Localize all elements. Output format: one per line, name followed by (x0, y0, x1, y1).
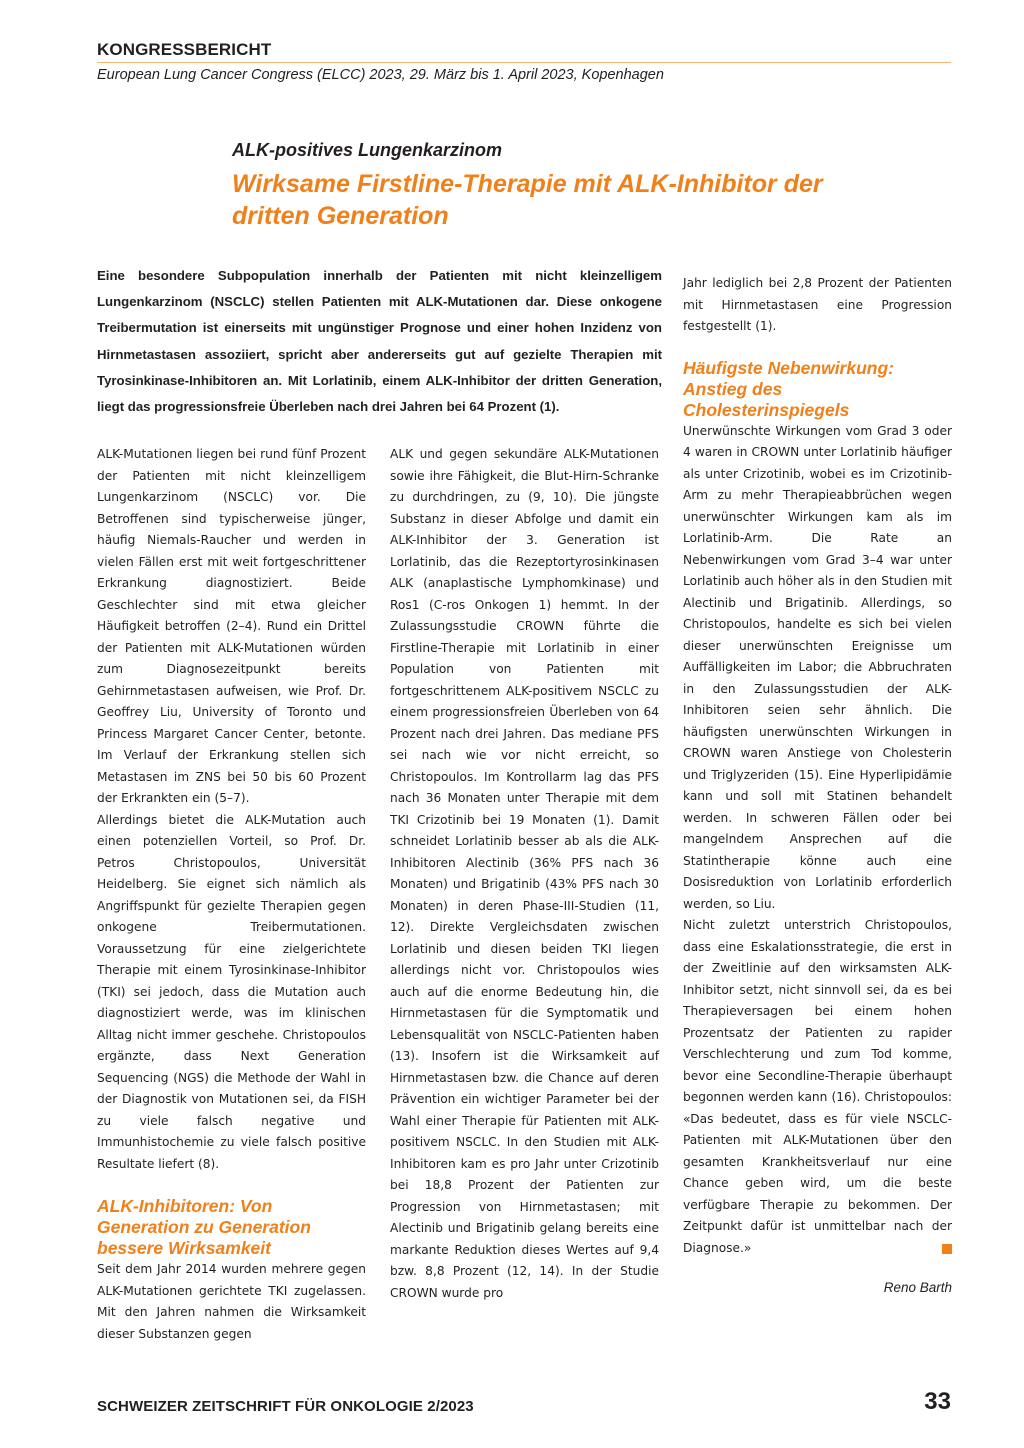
body-paragraph: Jahr lediglich bei 2,8 Prozent der Patienten mit Hirnmetastasen eine Progression festgestellt (1). (683, 276, 952, 333)
article-title: Wirksame Firstline-Therapie mit ALK-Inhibitor der dritten Generation (232, 170, 823, 230)
author-name: Reno Barth (883, 1280, 952, 1295)
text-column-1 (97, 444, 366, 1345)
article-lead: Eine besondere Subpopulation innerhalb der Patienten mit nicht kleinzelligem Lungenkarzinom (NSCLC) stellen Patienten mit ALK-Mutationen dar. Diese onkogene Treibermutation ist einerseits mit ungünstiger Prognose und einer hohen Inzidenz von Hirnmetastasen assoziiert, spricht aber andererseits gut auf gezielte Therapien mit Tyrosinkinase-Inhibitoren an. Mit Lorlatinib, einem ALK-Inhibitor der dritten Generation, liegt das progressionsfreie Überleben nach drei Jahren bei 64 Prozent (1). (97, 268, 662, 415)
congress-subtitle: European Lung Cancer Congress (ELCC) 2023, 29. März bis 1. April 2023, Kopenhagen (97, 67, 664, 83)
subheading-side-effects: Häufigste Nebenwirkung: Anstieg des Cholesterinspiegels (683, 357, 894, 420)
body-paragraph-final (683, 915, 952, 1259)
body-paragraph: Allerdings bietet die ALK-Mutation auch einen potenziellen Vorteil, so Prof. Dr. Petros Christopoulos, Universität Heidelberg. Sie eignet sich nämlich als Angriffspunkt für gezielte Therapien gegen onkogene Treibermutationen. Voraussetzung für eine zielgerichtete Therapie mit einem Tyrosinkinase-Inhibitor (TKI) sei jedoch, dass die Mutation auch diagnostiziert werde, was im klinischen Alltag nicht immer geschehe. Christopoulos ergänzte, dass Next Generation Sequencing (NGS) die Methode der Wahl in der Diagnostik von Mutationen sei, da FISH zu viele falsch negative und Immunhistochemie zu viele falsch positive Resultate liefert (8). (97, 812, 366, 1171)
subheading-alk-inhibitors: ALK-Inhibitoren: Von Generation zu Generation bessere Wirksamkeit (97, 1196, 311, 1258)
header-divider (97, 62, 951, 63)
body-paragraph: ALK-Mutationen liegen bei rund fünf Prozent der Patienten mit nicht kleinzelligem Lungenkarzinom (NSCLC) vor. Die Betroffenen sind typischerweise jünger, häufig Niemals-Raucher und werden in vielen Fällen erst mit weit fortgeschrittener Erkrankung diagnostiziert. Beide Geschlechter sind mit etwa gleicher Häufigkeit betroffen (2–4). Rund ein Drittel der Patienten mit ALK-Mutationen würden zum Diagnosezeitpunkt bereits Gehirnmetastasen aufweisen, wie Prof. Dr. Geoffrey Liu, University of Toronto und Princess Margaret Cancer Center, betonte. Im Verlauf der Erkrankung stellen sich Metastasen im ZNS bei 50 bis 60 Prozent der Erkrankten ein (5–7). (97, 447, 366, 805)
journal-footer: SCHWEIZER ZEITSCHRIFT FÜR ONKOLOGIE 2/2023 (97, 1398, 474, 1415)
text-column-2 (390, 444, 659, 1304)
section-title: KONGRESSBERICHT (97, 40, 272, 59)
article-end-square-icon (942, 1244, 952, 1254)
article-kicker: ALK-positives Lungenkarzinom (232, 140, 503, 160)
body-paragraph: Seit dem Jahr 2014 wurden mehrere gegen ALK-Mutationen gerichtete TKI zugelassen. Mit den Jahren nahmen die Wirksamkeit dieser Substanzen gegen (97, 1262, 366, 1341)
text-column-3 (683, 273, 952, 1299)
final-paragraph-text: Nicht zuletzt unterstrich Christopoulos, dass eine Eskalationsstrategie, die erst in der Zweitlinie auf den wirksamsten ALK-Inhibitor setzt, nicht sinnvoll sei, da es bei Therapieversagen bei einem hohen Prozentsatz der Patienten zu rapider Verschlechterung und zum Tod komme, bevor eine Secondline-Therapie überhaupt begonnen werden kann (16). Christopoulos: «Das bedeutet, dass es für viele NSCLC-Patienten mit ALK-Mutationen über den gesamten Krankheitsverlauf nur eine Chance geben wird, um die beste verfügbare Therapie zu bekommen. Der Zeitpunkt dafür ist unmittelbar nach der Diagnose.» (683, 918, 952, 1255)
body-paragraph: ALK und gegen sekundäre ALK-Mutationen sowie ihre Fähigkeit, die Blut-Hirn-Schranke zu durchdringen, zu (9, 10). Die jüngste Substanz in dieser Abfolge und damit ein ALK-Inhibitor der 3. Generation ist Lorlatinib, das die Rezeptortyrosinkinasen ALK (anaplastische Lymphomkinase) und Ros1 (C-ros Onkogen 1) hemmt. In der Zulassungsstudie CROWN führte die Firstline-Therapie mit Lorlatinib in einer Population von Patienten mit fortgeschrittenem ALK-positivem NSCLC zu einem progressionsfreien Überleben von 64 Prozent nach drei Jahren. Das mediane PFS sei nach wie vor nicht erreicht, so Christopoulos. Im Kontrollarm lag das PFS nach 36 Monaten unter Therapie mit dem TKI Crizotinib bei 19 Monaten (1). Damit schneidet Lorlatinib besser ab als die ALK-Inhibitoren Alectinib (36% PFS nach 36 Monaten) und Brigatinib (43% PFS nach 30 Monaten) in deren Phase-III-Studien (11, 12). Direkte Vergleichsdaten zwischen Lorlatinib und diesen beiden TKI liegen allerdings nicht vor. Christopoulos wies auch auf die enorme Bedeutung hin, die Hirnmetastasen für die Symptomatik und Lebensqualität von NSCLC-Patienten haben (13). Insofern ist die Wirksamkeit auf Hirnmetastasen bzw. die Chance auf deren Prävention ein wichtiger Parameter bei der Wahl einer Therapie für Patienten mit ALK-positivem NSCLC. In den Studien mit ALK-Inhibitoren kam es pro Jahr unter Crizotinib bei 18,8 Prozent der Patienten zur Progression von Hirnmetastasen; mit Alectinib und Brigatinib gelang bereits eine markante Reduktion dieses Wertes auf 9,4 bzw. 8,8 Prozent (12, 14). In der Studie CROWN wurde pro (390, 447, 659, 1300)
page-number: 33 (924, 1388, 951, 1415)
body-paragraph: Unerwünschte Wirkungen vom Grad 3 oder 4 waren in CROWN unter Lorlatinib häufiger als unter Crizotinib, wobei es im Crizotinib-Arm zu mehr Therapieabbrüchen wegen unerwünschter Wirkungen kam als im Lorlatinib-Arm. Die Rate an Nebenwirkungen vom Grad 3–4 war unter Lorlatinib auch höher als in den Studien mit Alectinib und Brigatinib. Allerdings, so Christopoulos, handelte es sich bei vielen dieser unerwünschten Ereignisse um Auffälligkeiten im Labor; die Abbruchraten in den Zulassungsstudien der ALK-Inhibitoren seien sehr ähnlich. Die häufigsten unerwünschten Wirkungen in CROWN waren Anstiege von Cholesterin und Triglyzeriden (15). Eine Hyperlipidämie kann und soll mit Statinen behandelt werden. In schweren Fällen oder bei mangelndem Ansprechen auf die Statintherapie könne auch eine Dosisreduktion von Lorlatinib erforderlich werden, so Liu. (683, 423, 952, 911)
